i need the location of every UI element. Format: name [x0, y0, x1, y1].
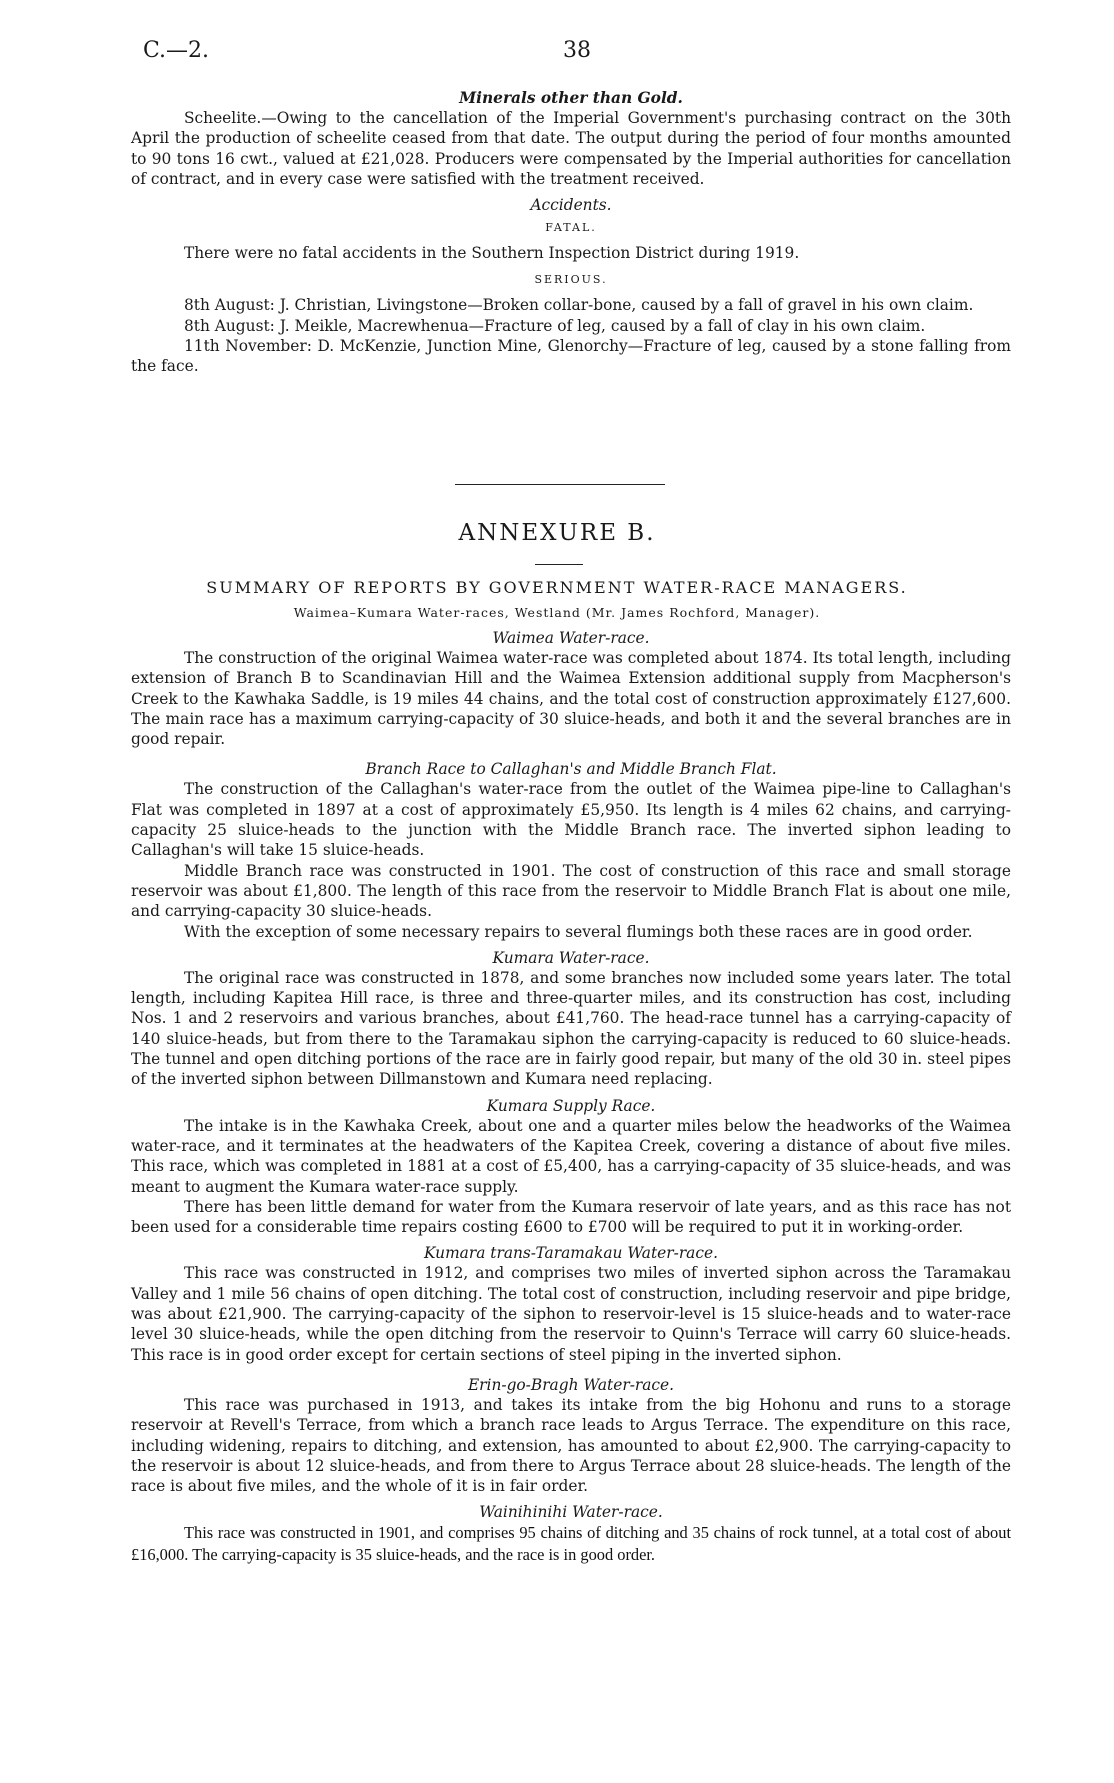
serious-item: 8th August: J. Meikle, Macrewhenua—Fracture of leg, caused by a fall of clay in his own claim.: [184, 316, 926, 335]
title-underline: [535, 564, 583, 565]
section-heading: Kumara Supply Race.: [486, 1096, 656, 1115]
section-heading: Erin-go-Bragh Water-race.: [467, 1375, 675, 1394]
section-paragraph: With the exception of some necessary repairs to several flumings both these races are in good order.: [184, 922, 973, 941]
section-heading: Kumara Water-race.: [492, 948, 650, 967]
minerals-section: [131, 88, 1011, 377]
section-paragraph: The original race was constructed in 1878, and some branches now included some years later. The total length, including Kapitea Hill race, is three and three-quarter miles, and its construction has cost, including Nos. 1 and 2 reservoirs and various branches, about £41,760. The head-race tunnel has a carrying-capacity of 140 sluice-heads, but from there to the Taramakau siphon the carrying-capacity is reduced to 60 sluice-heads. The tunnel and open ditching portions of the race are in fairly good repair, but many of the old 30 in. steel pipes of the inverted siphon between Dillmanstown and Kumara need replacing.: [131, 968, 1011, 1089]
section-heading: Branch Race to Callaghan's and Middle Branch Flat.: [365, 760, 777, 779]
section-paragraph: The construction of the original Waimea water-race was completed about 1874. Its total length, including extension of Branch B to Scandinavian Hill and the Waimea Extension additional supply from Macpherson's Creek to the Kawhaka Saddle, is 19 miles 44 chains, and the total cost of construction approximately £127,600. The main race has a maximum carrying-capacity of 30 sluice-heads, and both it and the several branches are in good repair.: [131, 649, 1011, 749]
waimea-section: [131, 628, 1011, 749]
section-paragraph: The intake is in the Kawhaka Creek, about one and a quarter miles below the headworks of the Waimea water-race, and it terminates at the headwaters of the Kapitea Creek, covering a distance of about five miles. This race, which was completed in 1881 at a cost of £5,400, has a carrying-capacity of 35 sluice-heads, and was meant to augment the Kumara water-race supply.: [131, 1116, 1011, 1196]
accidents-heading: Accidents.: [530, 196, 612, 215]
section-divider: [455, 484, 665, 485]
serious-item: 8th August: J. Christian, Livingstone—Broken collar-bone, caused by a fall of gravel in his own claim.: [184, 296, 974, 315]
section-paragraph: The construction of the Callaghan's water-race from the outlet of the Waimea pipe-line to Callaghan's Flat was completed in 1897 at a cost of approximately £5,950. Its length is 4 miles 62 chains, and carrying-capacity 25 sluice-heads to the junction with the Middle Branch race. The inverted siphon leading to Callaghan's will take 15 sluice-heads.: [131, 780, 1011, 860]
district-subheading-a: Waimea–Kumara Water-races, Westland (Mr.: [293, 605, 622, 620]
manager-name: James Rochford: [621, 605, 736, 620]
serious-item: 11th November: D. McKenzie, Junction Mine, Glenorchy—Fracture of leg, caused by a stone falling from the face.: [131, 337, 1011, 376]
district-subheading: [0, 602, 1114, 621]
fatal-heading: FATAL.: [545, 221, 597, 235]
fatal-paragraph: There were no fatal accidents in the Southern Inspection District during 1919.: [184, 244, 800, 263]
section-paragraph: This race was purchased in 1913, and takes its intake from the big Hohonu and runs to a storage reservoir at Revell's Terrace, from which a branch race leads to Argus Terrace. The expenditure on this race, including widening, repairs to ditching, and extension, has amounted to about £2,900. The carrying-capacity to the reservoir is about 12 sluice-heads, and from there to Argus Terrace about 28 sluice-heads. The length of the race is about five miles, and the whole of it is in fair order.: [131, 1395, 1011, 1496]
section-paragraph: This race was constructed in 1901, and comprises 95 chains of ditching and 35 chains of rock tunnel, at a total cost of about £16,000. The carrying-capacity is 35 sluice-heads, and the race is in good order.: [131, 1523, 1011, 1564]
section-heading: Waimea Water-race.: [492, 629, 650, 647]
district-subheading-b: , Manager).: [735, 605, 821, 620]
callaghans-section: [131, 759, 1011, 941]
section-paragraph: This race was constructed in 1912, and comprises two miles of inverted siphon across the Taramakau Valley and 1 mile 56 chains of open ditching. The total cost of construction, including reservoir and pipe bridge, was about £21,900. The carrying-capacity of the siphon to reservoir-level is 15 sluice-heads and to water-race level 30 sluice-heads, while the open ditching from the reservoir to Quinn's Terrace will carry 60 sluice-heads. This race is in good order except for certain sections of steel piping in the inverted siphon.: [131, 1264, 1011, 1364]
section-paragraph: There has been little demand for water from the Kumara reservoir of late years, and as this race has not been used for a considerable time repairs costing £600 to £700 will be required to put it in working-order.: [131, 1197, 1011, 1237]
section-heading: Wainihinihi Water-race.: [479, 1503, 663, 1522]
trans-taramakau-section: [131, 1243, 1011, 1364]
minerals-heading: Minerals other than Gold.: [459, 89, 683, 107]
water-race-reports: [131, 628, 1011, 1565]
kumara-supply-section: [131, 1096, 1011, 1238]
section-heading: Kumara trans-Taramakau Water-race.: [424, 1244, 718, 1263]
scheelite-paragraph: Scheelite.—Owing to the cancellation of the Imperial Government's purchasing contract on the 30th April the production of scheelite ceased from that date. The output during the period of four months amounted to 90 tons 16 cwt., valued at £21,028. Producers were compensated by the Imperial authorities for cancellation of contract, and in every case were satisfied with the treatment received.: [131, 109, 1011, 188]
annexure-title: ANNEXURE B.: [458, 520, 656, 546]
series-reference: C.—2.: [143, 38, 210, 63]
erin-go-bragh-section: [131, 1375, 1011, 1496]
section-paragraph: Middle Branch race was constructed in 1901. The cost of construction of this race and small storage reservoir was about £1,800. The length of this race from the reservoir to Middle Branch Flat is about one mile, and carrying-capacity 30 sluice-heads.: [131, 861, 1011, 921]
kumara-section: [131, 948, 1011, 1090]
wainihinihi-section: [131, 1502, 1011, 1565]
page-number: 38: [563, 38, 591, 63]
serious-heading: SERIOUS.: [534, 273, 608, 287]
summary-heading: SUMMARY OF REPORTS BY GOVERNMENT WATER-RACE MANAGERS.: [206, 578, 908, 597]
